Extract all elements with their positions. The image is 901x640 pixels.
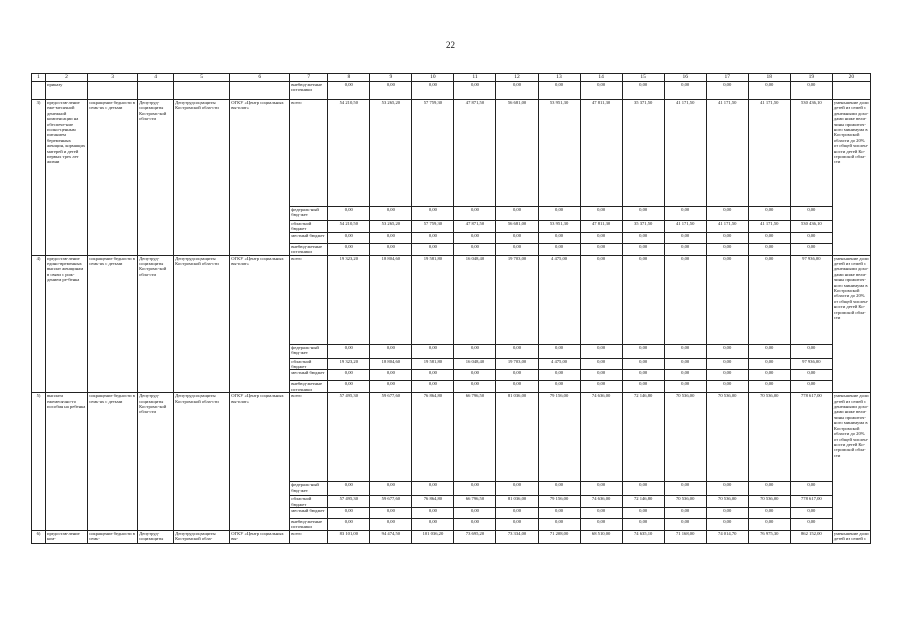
value-cell: 56 681,00 <box>496 221 538 233</box>
value-cell: 0,00 <box>706 482 748 496</box>
value-cell: 0,00 <box>538 381 580 393</box>
value-cell: 0,00 <box>328 207 370 221</box>
value-cell: 53 951,30 <box>538 100 580 207</box>
value-cell: 0,00 <box>622 482 664 496</box>
value-cell: 0,00 <box>370 207 412 221</box>
source-cell: внебюд-жетные источники <box>290 82 328 100</box>
value-cell: 0,00 <box>496 482 538 496</box>
empty-cell <box>88 82 138 100</box>
value-cell: 862 152,00 <box>790 530 832 543</box>
value-cell: 0,00 <box>454 232 496 243</box>
value-cell: 0,00 <box>538 232 580 243</box>
value-cell: 0,00 <box>580 519 622 531</box>
value-cell: 94 474,50 <box>370 530 412 543</box>
value-cell: 74 636,00 <box>580 393 622 482</box>
executor-cell: Депутрудсоцзащиты Костромской обла-сти <box>174 100 230 256</box>
value-cell: 0,00 <box>370 243 412 255</box>
value-cell: 0,00 <box>622 344 664 358</box>
value-cell: 0,00 <box>538 207 580 221</box>
value-cell: 0,00 <box>370 381 412 393</box>
value-cell: 0,00 <box>748 370 790 381</box>
value-cell: 0,00 <box>580 508 622 519</box>
value-cell: 0,00 <box>622 370 664 381</box>
column-header: 4 <box>138 74 174 82</box>
value-cell: 0,00 <box>706 381 748 393</box>
value-cell: 778 617,00 <box>790 393 832 482</box>
value-cell: 35 371,50 <box>622 100 664 207</box>
value-cell: 0,00 <box>664 344 706 358</box>
goal-cell: сокращение бедности в семь-ях с детьми <box>88 255 138 393</box>
value-cell: 0,00 <box>580 358 622 370</box>
department-cell: Депутруд-социзащиты <box>138 530 174 543</box>
value-cell: 57 759,30 <box>412 100 454 207</box>
column-header: 16 <box>664 74 706 82</box>
value-cell: 0,00 <box>538 519 580 531</box>
measure-cell: выплата ежемесячно-го пособия на ребенка <box>46 393 88 531</box>
value-cell: 0,00 <box>748 519 790 531</box>
value-cell: 0,00 <box>538 344 580 358</box>
value-cell: 47 811,30 <box>580 100 622 207</box>
value-cell: 101 036,20 <box>412 530 454 543</box>
value-cell: 74 014,70 <box>706 530 748 543</box>
value-cell: 0,00 <box>622 255 664 344</box>
column-header: 1 <box>32 74 46 82</box>
value-cell: 66 796,50 <box>454 393 496 482</box>
value-cell: 0,00 <box>790 381 832 393</box>
value-cell: 0,00 <box>706 207 748 221</box>
value-cell: 56 681,00 <box>496 100 538 207</box>
value-cell: 0,00 <box>664 482 706 496</box>
value-cell: 0,00 <box>412 82 454 100</box>
value-cell: 0,00 <box>748 381 790 393</box>
empty-cell <box>138 82 174 100</box>
value-cell: 0,00 <box>580 82 622 100</box>
column-header: 5 <box>174 74 230 82</box>
table-row <box>32 393 871 482</box>
value-cell: 16 048,40 <box>454 358 496 370</box>
value-cell: 0,00 <box>412 508 454 519</box>
value-cell: 70 536,00 <box>664 496 706 508</box>
measure-cell: предостав-ление еже-месячной денежной компенсации на обеспече-ние полно-ценным питанием беременных женщин, кормящих матерей и детей первых трех лет жизни <box>46 100 88 256</box>
value-cell: 53 265,20 <box>370 100 412 207</box>
value-cell: 0,00 <box>664 255 706 344</box>
value-cell: 0,00 <box>328 82 370 100</box>
value-cell: 18 804,60 <box>370 358 412 370</box>
value-cell: 0,00 <box>790 207 832 221</box>
value-cell: 68 510,00 <box>580 530 622 543</box>
value-cell: 0,00 <box>412 344 454 358</box>
value-cell: 0,00 <box>748 508 790 519</box>
row-number-cell: 5) <box>32 393 46 531</box>
value-cell: 0,00 <box>496 82 538 100</box>
value-cell: 0,00 <box>412 232 454 243</box>
value-cell: 0,00 <box>664 370 706 381</box>
column-header: 12 <box>496 74 538 82</box>
value-cell: 59 677,60 <box>370 393 412 482</box>
expected-result-cell: уменьшение доли детей из семей с денежными дохо-дами ниже вели-чины прожиточ-ного минимума в Костромской области до 20% от общей числен-ности детей Ко-стромской обла-сти <box>832 255 870 393</box>
column-header: 17 <box>706 74 748 82</box>
empty-cell <box>230 82 290 100</box>
row-number-cell <box>32 82 46 100</box>
value-cell: 0,00 <box>370 82 412 100</box>
measure-cell: предостав-ление едино-временных выплат женщинам в связи с рож-дением ре-бенка <box>46 255 88 393</box>
value-cell: 0,00 <box>496 344 538 358</box>
value-cell: 0,00 <box>790 243 832 255</box>
value-cell: 0,00 <box>580 207 622 221</box>
value-cell: 72 146,80 <box>622 496 664 508</box>
value-cell: 0,00 <box>328 482 370 496</box>
value-cell: 74 636,00 <box>580 496 622 508</box>
value-cell: 70 536,00 <box>748 496 790 508</box>
value-cell: 0,00 <box>454 519 496 531</box>
value-cell: 0,00 <box>790 519 832 531</box>
column-header: 9 <box>370 74 412 82</box>
program-funding-table <box>31 73 871 544</box>
value-cell: 19 703,00 <box>496 255 538 344</box>
empty-cell <box>174 82 230 100</box>
value-cell: 0,00 <box>412 207 454 221</box>
agency-cell: ОГКУ «Центр социальных вы-плат» <box>230 393 290 531</box>
value-cell: 0,00 <box>622 519 664 531</box>
source-cell: местный бюджет <box>290 370 328 381</box>
value-cell: 19 581,80 <box>412 358 454 370</box>
department-cell: Депутруд-социзащиты Костромс-кой обла-сти <box>138 100 174 256</box>
source-cell: всего <box>290 255 328 344</box>
goal-cell: сокращение бедности в семь- <box>88 530 138 543</box>
row-number-cell: 6) <box>32 530 46 543</box>
value-cell: 66 796,50 <box>454 496 496 508</box>
value-cell: 41 171,50 <box>706 100 748 207</box>
value-cell: 0,00 <box>748 482 790 496</box>
expected-result-cell: уменьшение доли детей из семей с <box>832 530 870 543</box>
value-cell: 47 871,50 <box>454 221 496 233</box>
executor-cell: Депутрудсоцзащиты Костромской обла- <box>174 530 230 543</box>
value-cell: 0,00 <box>580 344 622 358</box>
table-row <box>32 255 871 344</box>
value-cell: 0,00 <box>454 370 496 381</box>
value-cell: 41 171,50 <box>748 100 790 207</box>
value-cell: 0,00 <box>748 243 790 255</box>
value-cell: 0,00 <box>412 381 454 393</box>
value-cell: 0,00 <box>790 344 832 358</box>
value-cell: 0,00 <box>706 519 748 531</box>
value-cell: 57 495,30 <box>328 393 370 482</box>
value-cell: 72 146,80 <box>622 393 664 482</box>
value-cell: 0,00 <box>790 82 832 100</box>
value-cell: 47 811,30 <box>580 221 622 233</box>
agency-cell: ОГКУ «Центр социальных вы- <box>230 530 290 543</box>
value-cell: 41 171,50 <box>748 221 790 233</box>
source-cell: всего <box>290 393 328 482</box>
value-cell: 0,00 <box>664 381 706 393</box>
value-cell: 0,00 <box>328 508 370 519</box>
value-cell: 83 101,00 <box>328 530 370 543</box>
value-cell: 79 156,00 <box>538 496 580 508</box>
value-cell: 19 703,00 <box>496 358 538 370</box>
value-cell: 0,00 <box>580 381 622 393</box>
value-cell: 0,00 <box>328 232 370 243</box>
value-cell: 0,00 <box>538 243 580 255</box>
value-cell: 0,00 <box>622 381 664 393</box>
value-cell: 0,00 <box>370 232 412 243</box>
column-header: 14 <box>580 74 622 82</box>
value-cell: 4 475,00 <box>538 358 580 370</box>
value-cell: 18 804,60 <box>370 255 412 344</box>
value-cell: 530 436,10 <box>790 100 832 207</box>
value-cell: 0,00 <box>748 82 790 100</box>
value-cell: 41 171,50 <box>706 221 748 233</box>
value-cell: 54 210,50 <box>328 221 370 233</box>
value-cell: 0,00 <box>412 243 454 255</box>
value-cell: 70 536,00 <box>706 393 748 482</box>
column-header: 15 <box>622 74 664 82</box>
value-cell: 0,00 <box>748 255 790 344</box>
department-cell: Депутруд-социзащиты Костромс-кой обла-сти <box>138 393 174 531</box>
value-cell: 76 864,80 <box>412 496 454 508</box>
column-header: 20 <box>832 74 870 82</box>
value-cell: 0,00 <box>664 207 706 221</box>
value-cell: 0,00 <box>790 370 832 381</box>
value-cell: 0,00 <box>790 482 832 496</box>
value-cell: 0,00 <box>664 243 706 255</box>
row-number-cell: 3) <box>32 100 46 256</box>
column-number-row <box>32 74 871 82</box>
value-cell: 0,00 <box>706 82 748 100</box>
value-cell: 19 323,20 <box>328 255 370 344</box>
value-cell: 4 475,00 <box>538 255 580 344</box>
measure-cell: предостав-ление ком- <box>46 530 88 543</box>
value-cell: 76 864,80 <box>412 393 454 482</box>
value-cell: 0,00 <box>328 344 370 358</box>
expected-result-cell <box>832 82 870 100</box>
value-cell: 0,00 <box>370 508 412 519</box>
value-cell: 0,00 <box>496 207 538 221</box>
source-cell: внебюд-жетные источники <box>290 519 328 531</box>
value-cell: 53 951,30 <box>538 221 580 233</box>
expected-result-cell: уменьшение доли детей из семей с денежными дохо-дами ниже вели-чины прожиточ-ного минимума в Костромской области до 20% от общей числен-ности детей Ко-стромской обла-сти <box>832 393 870 531</box>
goal-cell: сокращение бедности в семь-ях с детьми <box>88 100 138 256</box>
value-cell: 0,00 <box>538 508 580 519</box>
value-cell: 19 323,20 <box>328 358 370 370</box>
page-number: 22 <box>446 40 455 50</box>
value-cell: 0,00 <box>412 370 454 381</box>
value-cell: 57 495,30 <box>328 496 370 508</box>
source-cell: местный бюджет <box>290 508 328 519</box>
table-row <box>32 100 871 207</box>
source-cell: внебюд-жетные источники <box>290 243 328 255</box>
value-cell: 0,00 <box>580 255 622 344</box>
value-cell: 530 436,10 <box>790 221 832 233</box>
source-cell: федераль-ный бюд-жет <box>290 344 328 358</box>
value-cell: 0,00 <box>496 232 538 243</box>
value-cell: 0,00 <box>412 519 454 531</box>
value-cell: 0,00 <box>580 232 622 243</box>
value-cell: 0,00 <box>496 519 538 531</box>
column-header: 6 <box>230 74 290 82</box>
value-cell: 59 677,60 <box>370 496 412 508</box>
column-header: 19 <box>790 74 832 82</box>
value-cell: 57 759,30 <box>412 221 454 233</box>
value-cell: 0,00 <box>706 508 748 519</box>
column-header: 18 <box>748 74 790 82</box>
value-cell: 0,00 <box>580 370 622 381</box>
value-cell: 0,00 <box>454 344 496 358</box>
source-cell: всего <box>290 100 328 207</box>
column-header: 10 <box>412 74 454 82</box>
value-cell: 71 208,00 <box>538 530 580 543</box>
column-header: 13 <box>538 74 580 82</box>
column-header: 3 <box>88 74 138 82</box>
value-cell: 0,00 <box>622 243 664 255</box>
value-cell: 778 617,00 <box>790 496 832 508</box>
value-cell: 76 975,30 <box>748 530 790 543</box>
value-cell: 0,00 <box>706 255 748 344</box>
source-cell: местный бюджет <box>290 232 328 243</box>
value-cell: 0,00 <box>748 358 790 370</box>
source-cell: областной бюджет <box>290 221 328 233</box>
value-cell: 53 265,20 <box>370 221 412 233</box>
value-cell: 0,00 <box>580 243 622 255</box>
value-cell: 0,00 <box>328 519 370 531</box>
value-cell: 70 536,00 <box>748 393 790 482</box>
value-cell: 70 536,00 <box>706 496 748 508</box>
value-cell: 0,00 <box>706 232 748 243</box>
value-cell: 81 036,00 <box>496 496 538 508</box>
source-cell: внебюд-жетные источники <box>290 381 328 393</box>
expected-result-cell: уменьшение доли детей из семей с денежными дохо-дами ниже вели-чины прожиточ-ного минимума в Костромской области до 20% от общей числен-ности детей Ко-стромской обла-сти <box>832 100 870 256</box>
source-cell: федераль-ный бюд-жет <box>290 482 328 496</box>
value-cell: 70 536,00 <box>664 393 706 482</box>
goal-cell: сокращение бедности в семь-ях с детьми <box>88 393 138 531</box>
value-cell: 0,00 <box>538 370 580 381</box>
value-cell: 0,00 <box>622 232 664 243</box>
value-cell: 73 695,20 <box>454 530 496 543</box>
value-cell: 97 936,00 <box>790 358 832 370</box>
column-header: 11 <box>454 74 496 82</box>
value-cell: 0,00 <box>538 482 580 496</box>
value-cell: 0,00 <box>706 370 748 381</box>
column-header: 8 <box>328 74 370 82</box>
source-cell: областной бюджет <box>290 496 328 508</box>
value-cell: 54 210,50 <box>328 100 370 207</box>
source-cell: областной бюджет <box>290 358 328 370</box>
table-row <box>32 530 871 543</box>
value-cell: 0,00 <box>622 82 664 100</box>
value-cell: 74 635,10 <box>622 530 664 543</box>
value-cell: 0,00 <box>622 358 664 370</box>
value-cell: 0,00 <box>370 482 412 496</box>
value-cell: 0,00 <box>370 370 412 381</box>
value-cell: 0,00 <box>706 358 748 370</box>
table-row <box>32 82 871 100</box>
value-cell: 71 168,00 <box>664 530 706 543</box>
value-cell: 0,00 <box>748 232 790 243</box>
value-cell: 0,00 <box>454 207 496 221</box>
value-cell: 0,00 <box>496 243 538 255</box>
column-header: 7 <box>290 74 328 82</box>
value-cell: 0,00 <box>664 82 706 100</box>
value-cell: 0,00 <box>622 508 664 519</box>
executor-cell: Депутрудсоцзащиты Костромской обла-сти <box>174 393 230 531</box>
value-cell: 0,00 <box>664 358 706 370</box>
value-cell: 79 156,00 <box>538 393 580 482</box>
value-cell: 0,00 <box>748 344 790 358</box>
row-number-cell: 4) <box>32 255 46 393</box>
source-cell: федераль-ный бюд-жет <box>290 207 328 221</box>
value-cell: 73 334,00 <box>496 530 538 543</box>
value-cell: 0,00 <box>496 370 538 381</box>
value-cell: 0,00 <box>328 381 370 393</box>
value-cell: 81 036,00 <box>496 393 538 482</box>
agency-cell: ОГКУ «Центр социальных вы-плат» <box>230 255 290 393</box>
value-cell: 0,00 <box>454 243 496 255</box>
value-cell: 0,00 <box>454 508 496 519</box>
value-cell: 0,00 <box>580 482 622 496</box>
value-cell: 0,00 <box>454 82 496 100</box>
value-cell: 0,00 <box>664 508 706 519</box>
agency-cell: ОГКУ «Центр социальных вы-плат» <box>230 100 290 256</box>
value-cell: 0,00 <box>370 344 412 358</box>
value-cell: 19 581,80 <box>412 255 454 344</box>
value-cell: 47 871,50 <box>454 100 496 207</box>
value-cell: 0,00 <box>412 482 454 496</box>
value-cell: 0,00 <box>748 207 790 221</box>
value-cell: 41 171,50 <box>664 100 706 207</box>
value-cell: 0,00 <box>454 381 496 393</box>
value-cell: 0,00 <box>790 508 832 519</box>
value-cell: 0,00 <box>496 381 538 393</box>
department-cell: Депутруд-социзащиты Костромс-кой обла-сти <box>138 255 174 393</box>
value-cell: 0,00 <box>664 232 706 243</box>
column-header: 2 <box>46 74 88 82</box>
value-cell: 0,00 <box>664 519 706 531</box>
value-cell: 41 171,50 <box>664 221 706 233</box>
value-cell: 0,00 <box>622 207 664 221</box>
value-cell: 0,00 <box>706 243 748 255</box>
value-cell: 0,00 <box>538 82 580 100</box>
value-cell: 16 048,40 <box>454 255 496 344</box>
value-cell: 0,00 <box>328 370 370 381</box>
value-cell: 0,00 <box>790 232 832 243</box>
value-cell: 0,00 <box>370 519 412 531</box>
value-cell: 0,00 <box>496 508 538 519</box>
value-cell: 0,00 <box>706 344 748 358</box>
value-cell: 35 371,50 <box>622 221 664 233</box>
value-cell: 0,00 <box>328 243 370 255</box>
executor-cell: Депутрудсоцзащиты Костромской обла-сти <box>174 255 230 393</box>
source-cell: всего <box>290 530 328 543</box>
measure-cell: приказу <box>46 82 88 100</box>
value-cell: 97 936,00 <box>790 255 832 344</box>
value-cell: 0,00 <box>454 482 496 496</box>
